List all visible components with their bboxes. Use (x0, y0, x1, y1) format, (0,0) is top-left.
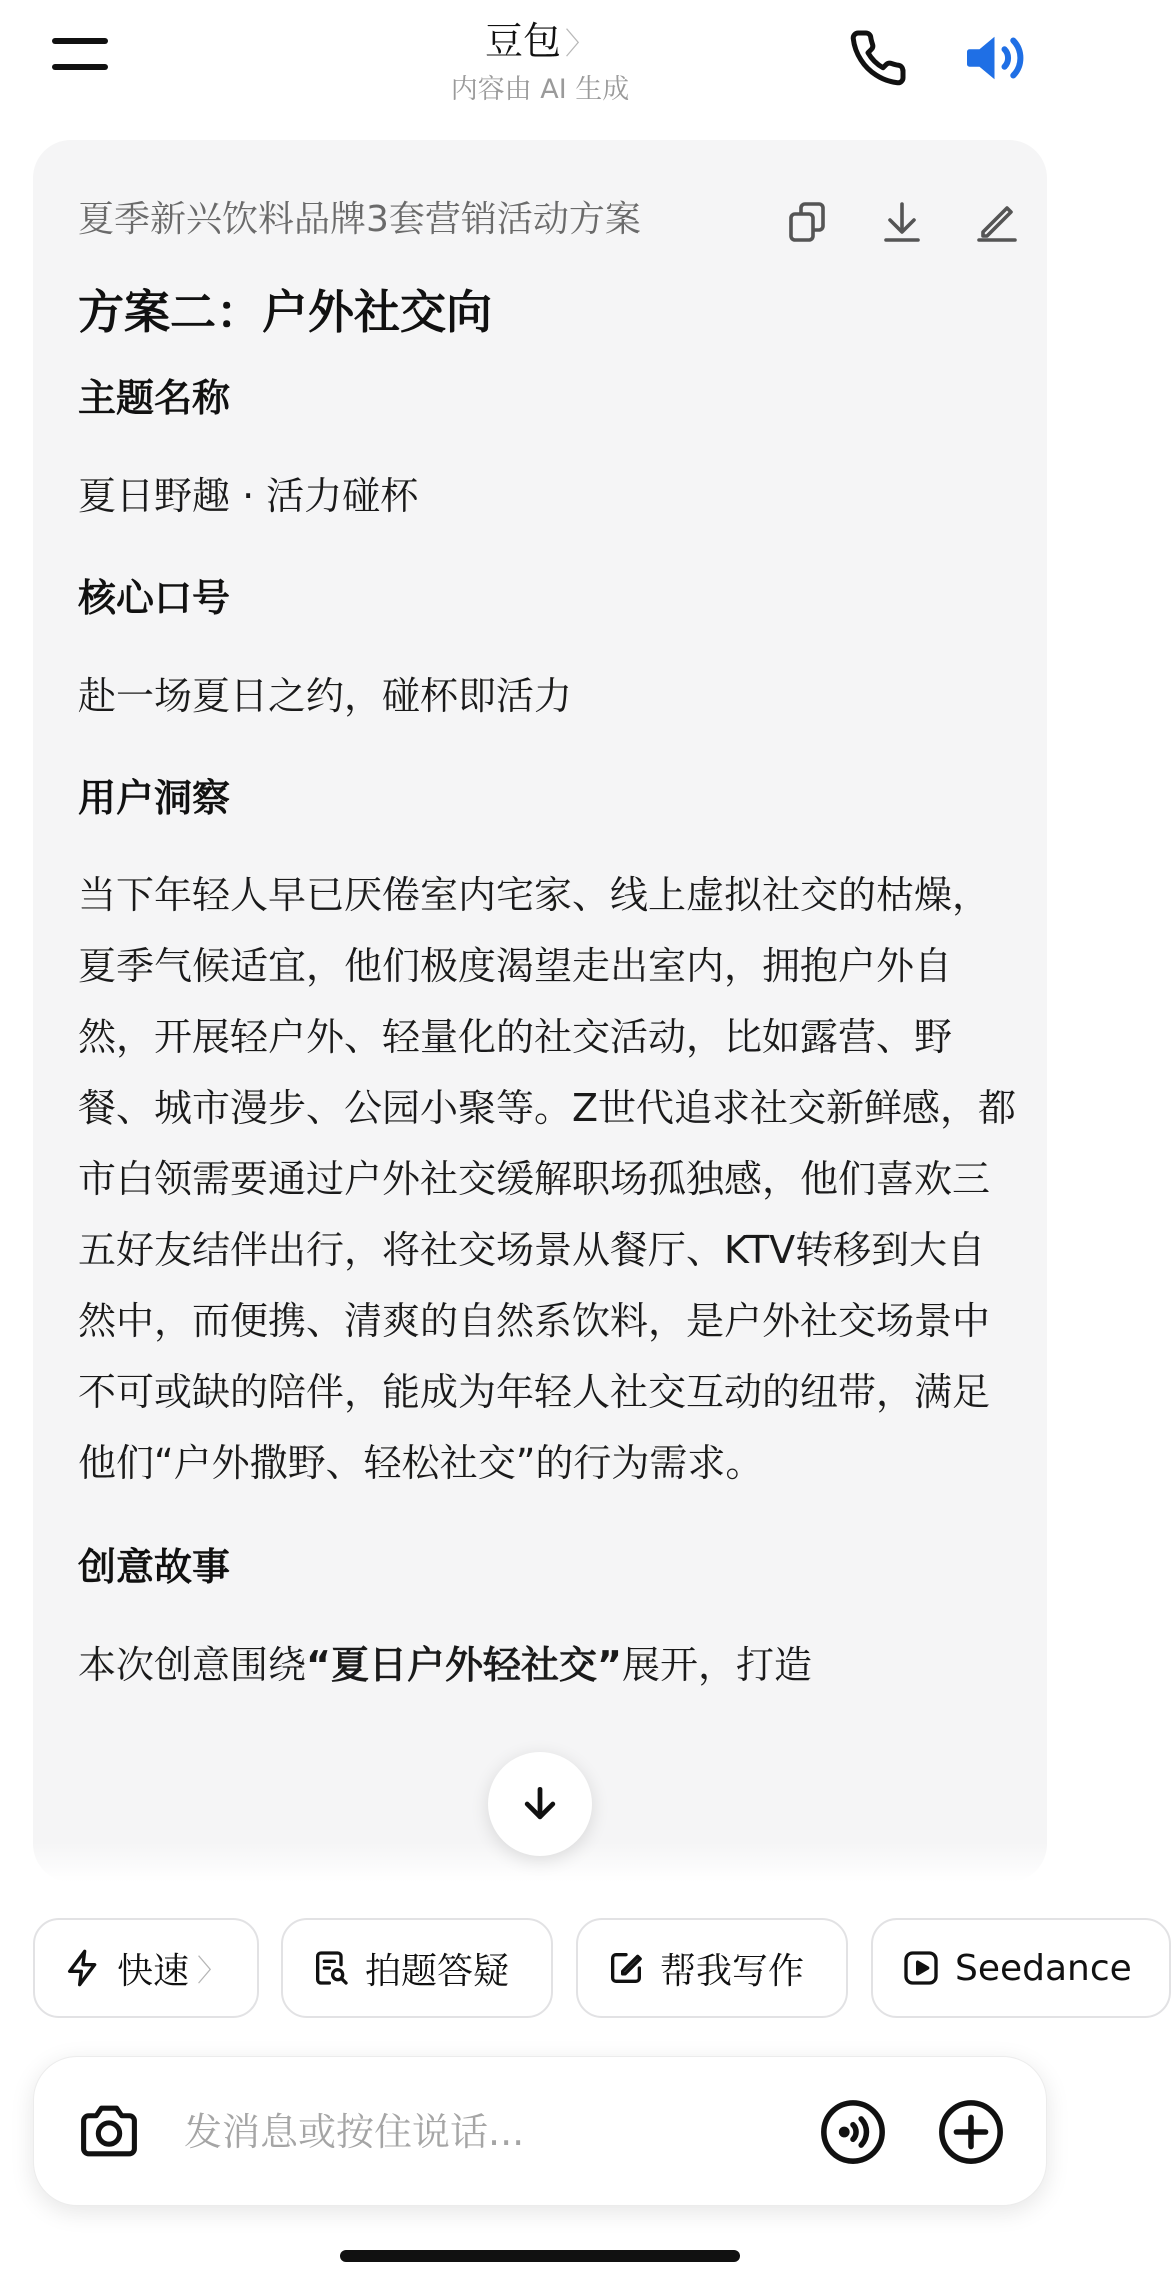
chevron-right-icon: 〉 (565, 27, 595, 62)
play-square-icon (901, 1948, 941, 1988)
lightning-icon (63, 1948, 103, 1988)
document-body (78, 280, 1018, 1725)
scroll-down-button[interactable] (488, 1752, 592, 1856)
section-body: 赴一场夏日之约，碰杯即活力 (78, 674, 573, 718)
document-card (33, 140, 1047, 1882)
photo-search-icon (311, 1948, 351, 1988)
section-body: 夏日野趣 · 活力碰杯 (78, 474, 419, 518)
speaker-icon[interactable] (962, 26, 1032, 90)
suggestion-chips (33, 1918, 1132, 2022)
edit-icon[interactable] (973, 198, 1021, 246)
chevron-right-icon: 〉 (197, 1954, 228, 1989)
copy-icon[interactable] (783, 198, 831, 246)
chip-label: 帮我写作 (660, 1950, 805, 1992)
section-heading: 用户洞察 (78, 776, 231, 820)
menu-icon[interactable] (52, 34, 112, 74)
download-icon[interactable] (878, 198, 926, 246)
body-bold-text: “夏日户外轻社交” (306, 1643, 622, 1687)
chat-title[interactable] (340, 10, 740, 106)
home-indicator[interactable] (340, 2250, 740, 2262)
document-title[interactable]: 夏季新兴饮料品牌3套营销活动方案 (78, 199, 641, 240)
section-heading: 核心口号 (78, 576, 231, 620)
phone-icon[interactable] (848, 28, 908, 88)
body-text: 本次创意围绕 (78, 1643, 307, 1687)
top-bar (0, 0, 1080, 130)
chip-seedance[interactable] (871, 1918, 1171, 2018)
arrow-down-icon (518, 1782, 562, 1826)
body-text: 展开，打造 (621, 1643, 812, 1687)
card-header (78, 190, 1008, 250)
plan-heading: 方案二：户外社交向 (78, 285, 492, 339)
voice-wave-icon[interactable] (818, 2097, 888, 2167)
section-body (78, 1629, 1018, 1701)
plus-circle-icon[interactable] (936, 2097, 1006, 2167)
camera-icon[interactable] (76, 2100, 142, 2162)
ai-generated-notice: 内容由 AI 生成 (450, 74, 630, 105)
section-heading: 创意故事 (78, 1545, 231, 1589)
chip-write[interactable] (576, 1918, 848, 2018)
chip-label: 拍题答疑 (365, 1950, 510, 1992)
section-heading: 主题名称 (78, 376, 231, 420)
chip-fast-mode[interactable] (33, 1918, 259, 2018)
bot-name: 豆包 (484, 19, 561, 63)
section-body: 当下年轻人早已厌倦室内宅家、线上虚拟社交的枯燥，夏季气候适宜，他们极度渴望走出室内，拥抱户外自然，开展轻户外、轻量化的社交活动，比如露营、野餐、城市漫步、公园小聚等。Z世代追求社交新鲜感，都市白领需要通过户外社交缓解职场孤独感，他们喜欢三五好友结伴出行，将社交场景从餐厅、KTV转移到大自然中，而便携、清爽的自然系饮料，是户外社交场景中不可或缺的陪伴，能成为年轻人社交互动的纽带，满足他们“户外撒野、轻松社交”的行为需求。 (78, 873, 1017, 1485)
chip-label: 快速 (117, 1950, 190, 1992)
message-input[interactable] (184, 2097, 684, 2167)
message-composer (33, 2056, 1047, 2206)
chip-label: Seedance (955, 1947, 1132, 1989)
pen-square-icon (606, 1948, 646, 1988)
chip-photo-question[interactable] (281, 1918, 553, 2018)
